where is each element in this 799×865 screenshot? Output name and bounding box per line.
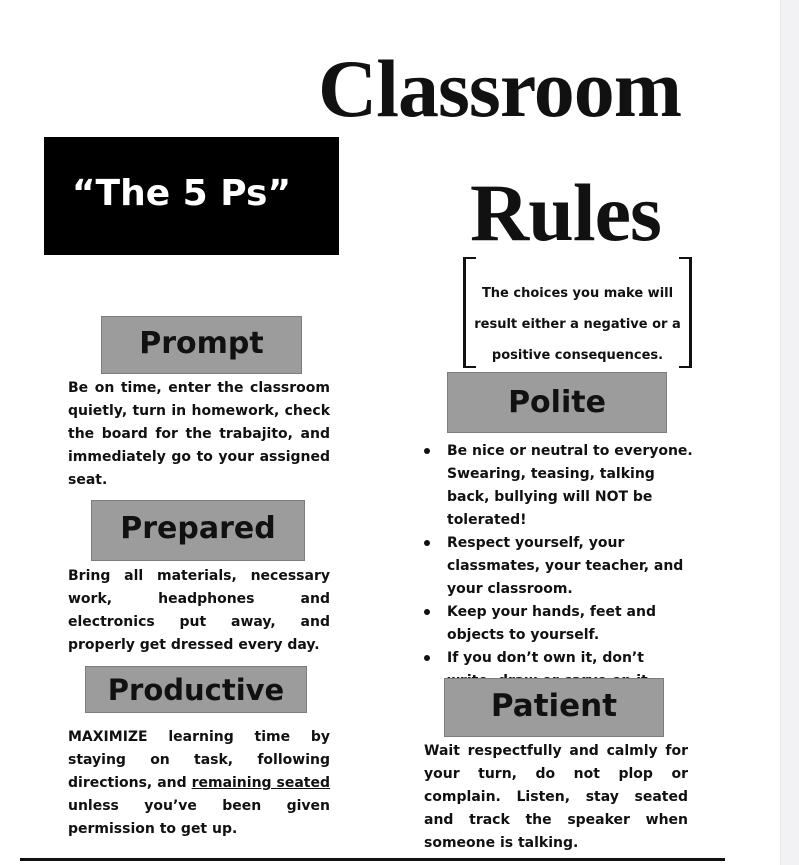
- prepared-text: Bring all materials, necessary work, headphones and electronics put away, and properly get dressed every day.: [68, 568, 330, 653]
- prompt-text: Be on time, enter the classroom quietly, turn in homework, check the board for the trabajito, and immediately go to your assigned seat.: [68, 380, 330, 488]
- list-item: [424, 532, 694, 601]
- productive-text-part: MAXIMIZE learning time by staying on task, following directions, and: [68, 729, 330, 791]
- list-item: [424, 601, 694, 647]
- heading-productive: Productive: [85, 666, 307, 713]
- choices-note-line: positive consequences.: [491, 348, 664, 363]
- title-classroom: Classroom: [318, 43, 682, 134]
- productive-text-part: unless you’ve been given permission to get up.: [68, 798, 330, 837]
- bottom-rule: [20, 858, 725, 861]
- heading-patient: Patient: [444, 678, 664, 737]
- bullet-icon: [424, 609, 430, 615]
- heading-prepared: Prepared: [91, 500, 305, 561]
- bullet-icon: [424, 540, 430, 546]
- choices-note-line: result either a negative or a: [474, 317, 681, 332]
- patient-text: Wait respectfully and calmly for your turn, do not plop or complain. Listen, stay seated and track the speaker when someone is talking.: [424, 743, 688, 851]
- productive-text: [68, 726, 330, 841]
- list-item-text: Keep your hands, feet and objects to yourself.: [447, 604, 656, 643]
- bullet-icon: [424, 655, 430, 661]
- choices-note: [463, 257, 692, 368]
- list-item-text: Be nice or neutral to everyone. Swearing, teasing, talking back, bullying will NOT be tolerated!: [447, 443, 693, 528]
- bullet-icon: [424, 448, 430, 454]
- five-ps-text: “The 5 Ps”: [71, 173, 292, 214]
- productive-text-underlined: remaining seated: [191, 775, 330, 791]
- heading-prompt: Prompt: [101, 316, 302, 374]
- polite-list: [424, 440, 694, 693]
- title-rules: Rules: [470, 167, 661, 258]
- list-item: [424, 440, 694, 532]
- page-edge: [780, 0, 799, 865]
- list-item-text: If you don’t own it, don’t: [447, 650, 644, 666]
- list-item-text: Respect yourself, your classmates, your teacher, and your classroom.: [447, 535, 684, 597]
- choices-note-line: The choices you make will: [481, 286, 674, 301]
- heading-polite: Polite: [447, 372, 667, 433]
- five-ps-banner: [44, 137, 339, 255]
